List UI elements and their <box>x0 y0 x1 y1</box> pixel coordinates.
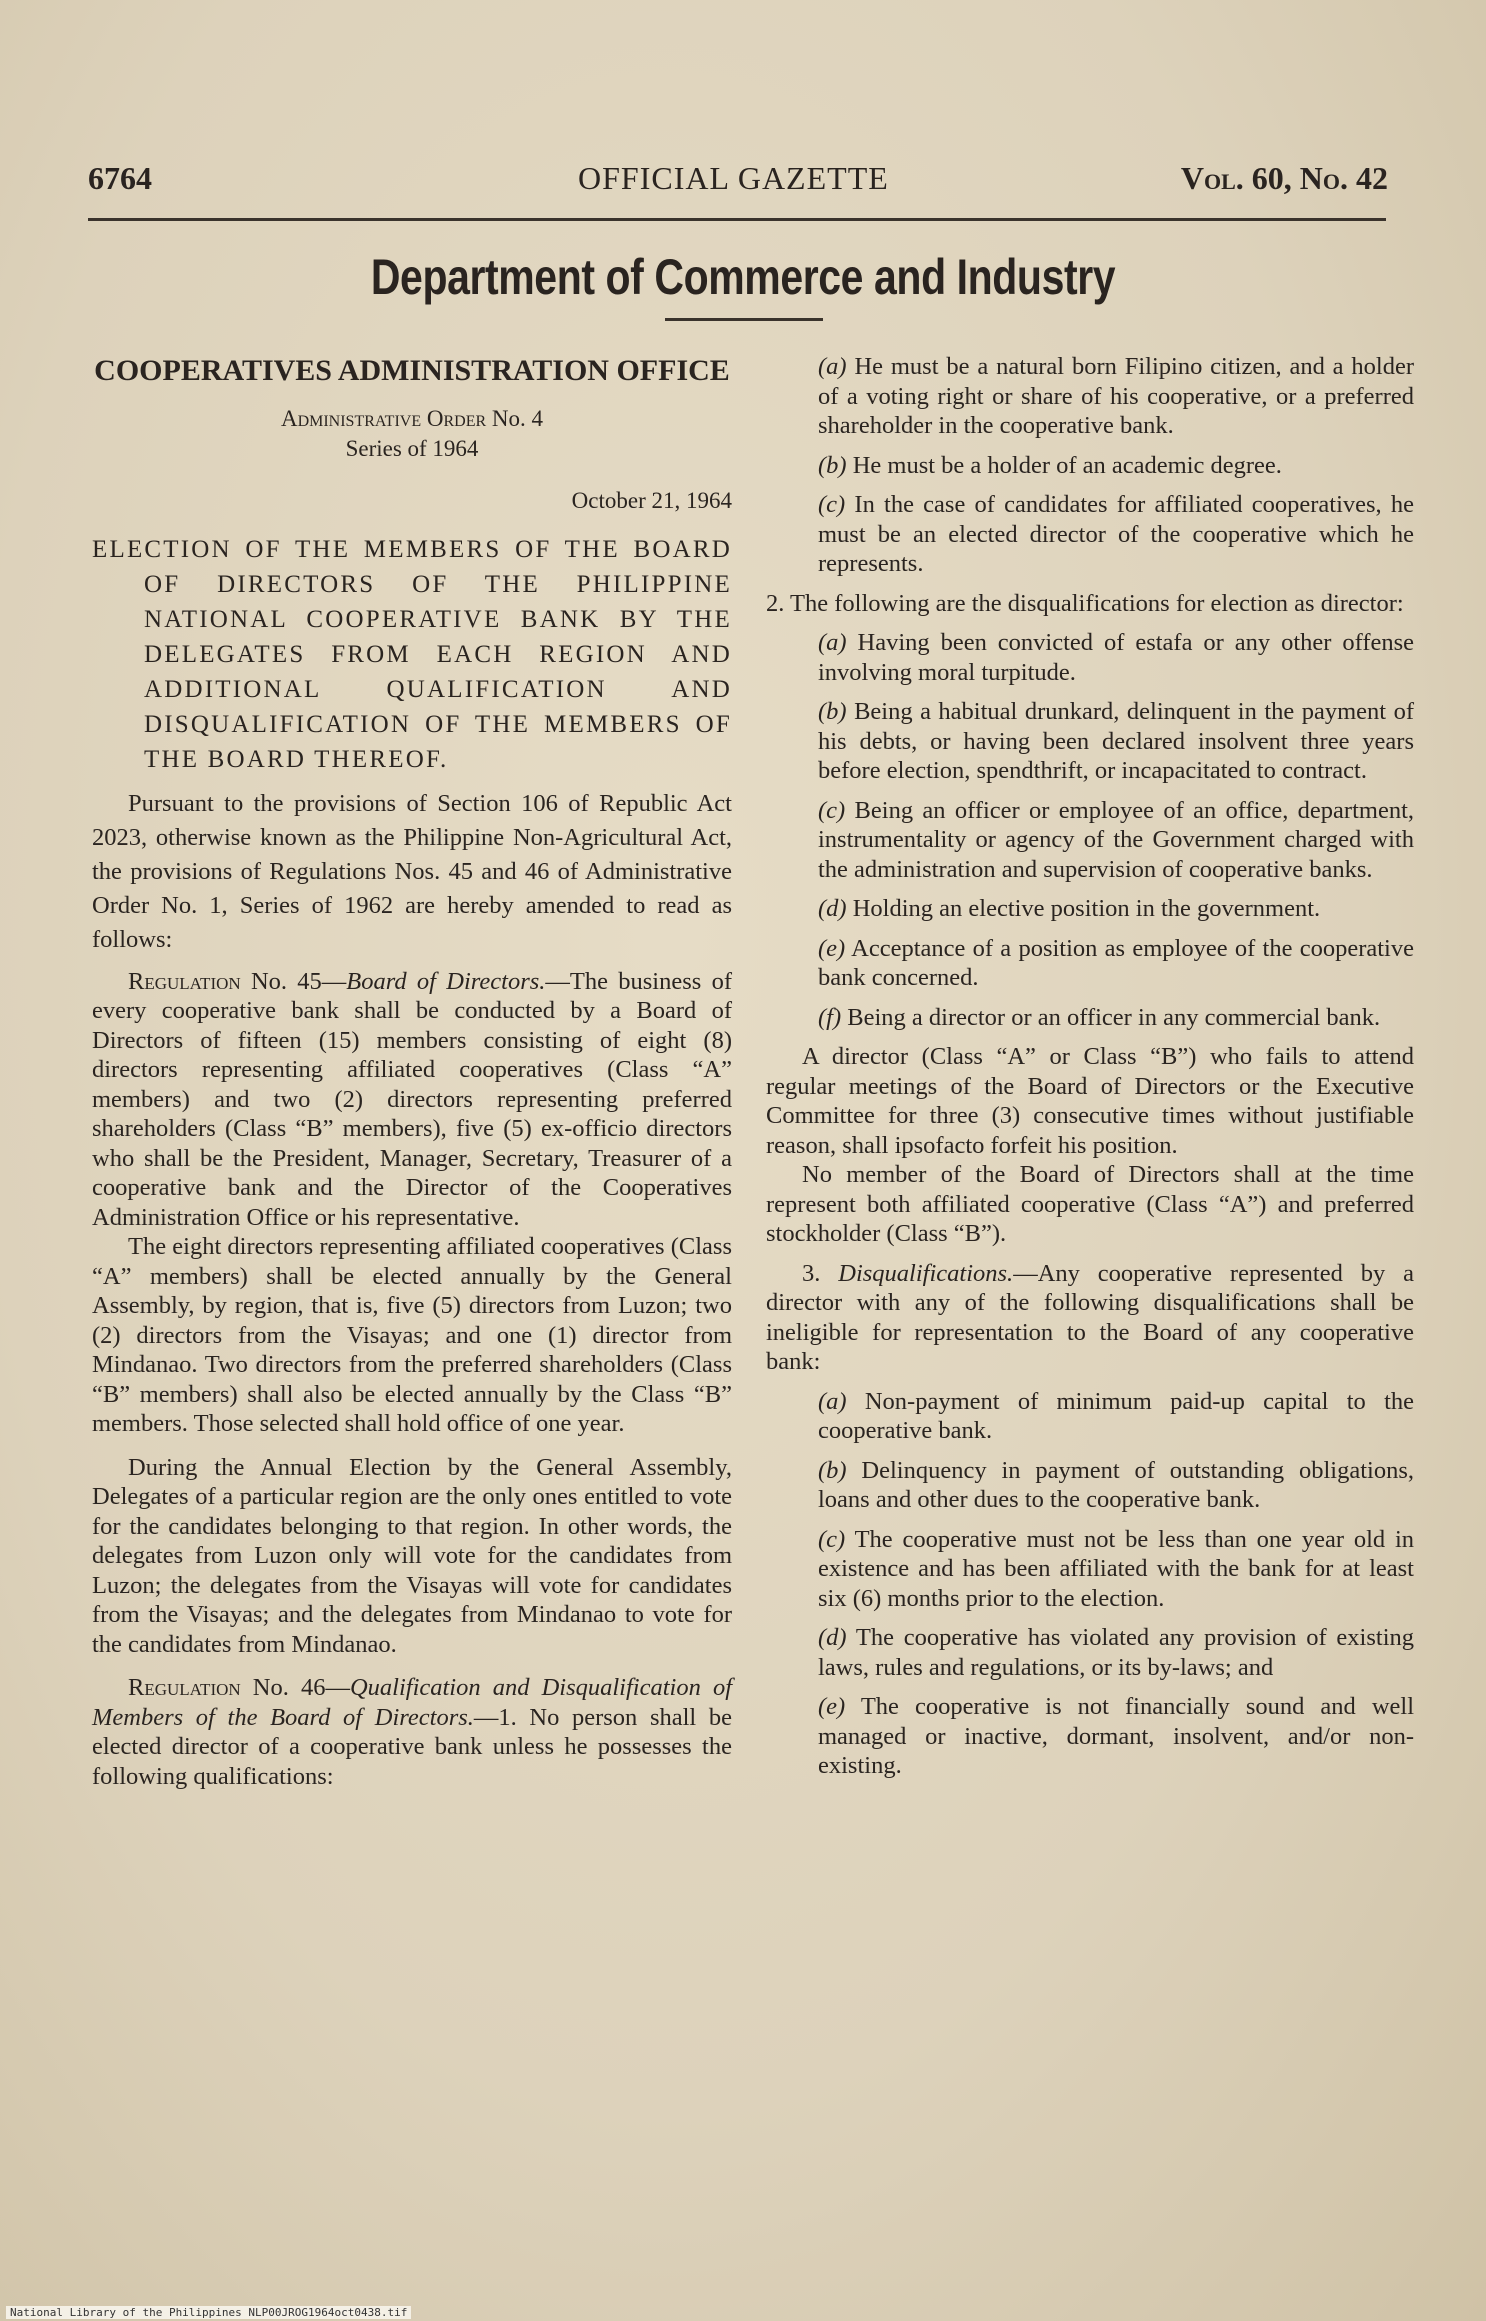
left-column <box>92 352 732 1791</box>
order-no: No. 4 <box>491 406 544 431</box>
header-rule <box>88 218 1386 221</box>
reg45-number: No. 45— <box>250 967 347 995</box>
coop-disqualification-c: (c) The cooperative must not be less than one year old in existence and has been affiliated with the bank for at least six (6) months prior to the election. <box>818 1525 1414 1612</box>
coop-disqualification-b: (b) Delinquency in payment of outstanding obligations, loans and other dues to the cooperative bank. <box>818 1456 1414 1513</box>
disqualification-b: (b) Being a habitual drunkard, delinquent in the payment of his debts, or having been declared insolvent three years before election, spendthrift, or incapacitated to contract. <box>818 698 1414 784</box>
gazette-title: OFFICIAL GAZETTE <box>578 160 889 196</box>
regulation-46 <box>92 1673 732 1791</box>
order-date: October 21, 1964 <box>571 488 732 513</box>
coop-disqualification-e: (e) The cooperative is not financially sound and well managed or inactive, dormant, insolvent, and/or non-existing. <box>818 1693 1414 1779</box>
order-label: Administrative Order <box>280 406 487 431</box>
reg46-text: —1. No person shall be elected director of a cooperative bank unless he possesses the following qualifications: <box>92 1703 732 1790</box>
reg45-text: —The business of every cooperative bank shall be conducted by a Board of Directors of fifteen (15) members consisting of eight (8) directors representing affiliated cooperatives (Class “A” members) and two (2) directors representing preferred shareholders (Class “B” members), five (5) ex-officio directors who shall be the President, Manager, Secretary, Treasurer of a cooperative bank and the Director of the Cooperatives Administration Office or his representative. <box>92 967 732 1231</box>
disqualification-d: (d) Holding an elective position in the government. <box>818 895 1321 922</box>
disqualifications-intro: 2. The following are the disqualifications for election as director: <box>766 589 1404 617</box>
section-3: 3. Disqualifications.—Any cooperative represented by a director with any of the following disqualifications shall be ineligible for representation to the Board of any cooperative bank: <box>766 1259 1414 1375</box>
volume-number: Vol. 60, No. 42 <box>1180 160 1388 196</box>
department-title: Department of Commerce and Industry <box>370 249 1116 305</box>
scan-credit: National Library of the Philippines NLP00JROG1964oct0438.tif <box>6 2306 411 2319</box>
qualification-a: (a) He must be a natural born Filipino citizen, and a holder of a voting right or share of his cooperative, or a preferred shareholder in the cooperative bank. <box>818 353 1414 439</box>
intro-paragraph: Pursuant to the provisions of Section 106 of Republic Act 2023, otherwise known as the Philippine Non-Agricultural Act, the provisions of Regulations Nos. 45 and 46 of Administrative Order No. 1, Series of 1962 are hereby amended to read as follows: <box>92 789 732 953</box>
disqualification-e: (e) Acceptance of a position as employee of the cooperative bank concerned. <box>818 934 1414 991</box>
order-title: ELECTION OF THE MEMBERS OF THE BOARD OF DIRECTORS OF THE PHILIPPINE NATIONAL COOPERATIVE BANK BY THE DELEGATES FROM EACH REGION AND ADDITIONAL QUALIFICATION AND DISQUALIFICATION OF THE MEMBERS OF THE BOARD THEREOF. <box>92 535 732 773</box>
office-heading: COOPERATIVES ADMINISTRATION OFFICE <box>94 354 730 387</box>
page-number: 6764 <box>88 160 152 196</box>
qualification-c: (c) In the case of candidates for affiliated cooperatives, he must be an elected director of the cooperative which he represents. <box>818 491 1414 577</box>
running-head <box>88 160 1388 208</box>
forfeit-paragraph: A director (Class “A” or Class “B”) who fails to attend regular meetings of the Board of Directors or the Executive Committee for three (3) consecutive times without justifiable reason, shall ipsofacto forfeit his position. <box>766 1043 1414 1159</box>
disqualification-c: (c) Being an officer or employee of an office, department, instrumentality or agency of the Government charged with the administration and supervision of cooperative banks. <box>818 796 1415 883</box>
reg45-label: Regulation <box>128 967 241 995</box>
reg45-paragraph-3: During the Annual Election by the General Assembly, Delegates of a particular region are the only ones entitled to vote for the candidates belonging to that region. In other words, the delegates from Luzon only will vote for the candidates from Luzon; the delegates from the Visayas will vote for candidates from the Visayas; and the delegates from Mindanao to vote for the candidates from Mindanao. <box>92 1453 732 1658</box>
right-column <box>766 352 1414 1781</box>
reg46-label: Regulation <box>128 1674 241 1701</box>
reg46-heading: Qualification and Disqualification of Members of the Board of Directors. <box>92 1674 732 1731</box>
reg46-number: No. 46— <box>252 1674 350 1701</box>
regulation-45 <box>92 967 732 1233</box>
qualification-b: (b) He must be a holder of an academic degree. <box>818 451 1282 479</box>
coop-disqualification-a: (a) Non-payment of minimum paid-up capital to the cooperative bank. <box>818 1387 1415 1444</box>
reg45-heading: Board of Directors. <box>346 967 546 995</box>
coop-disqualification-d: (d) The cooperative has violated any provision of existing laws, rules and regulations, or its by-laws; and <box>818 1624 1414 1681</box>
disqualification-a: (a) Having been convicted of estafa or any other offense involving moral turpitude. <box>818 629 1415 686</box>
disqualification-f: (f) Being a director or an officer in any commercial bank. <box>818 1003 1381 1031</box>
department-rule <box>665 318 823 321</box>
order-series: Series of 1964 <box>345 436 479 461</box>
reg45-paragraph-2: The eight directors representing affiliated cooperatives (Class “A” members) shall be elected annually by the General Assembly, by region, that is, five (5) directors from Luzon; two (2) directors from the Visayas; and one (1) director from Mindanao. Two directors from the preferred shareholders (Class “B” members) shall also be elected annually by the Class “B” members. Those selected shall hold office of one year. <box>92 1233 732 1437</box>
no-member-paragraph: No member of the Board of Directors shall at the time represent both affiliated cooperative (Class “A”) and preferred stockholder (Class “B”). <box>766 1161 1414 1247</box>
order-number <box>92 404 732 434</box>
